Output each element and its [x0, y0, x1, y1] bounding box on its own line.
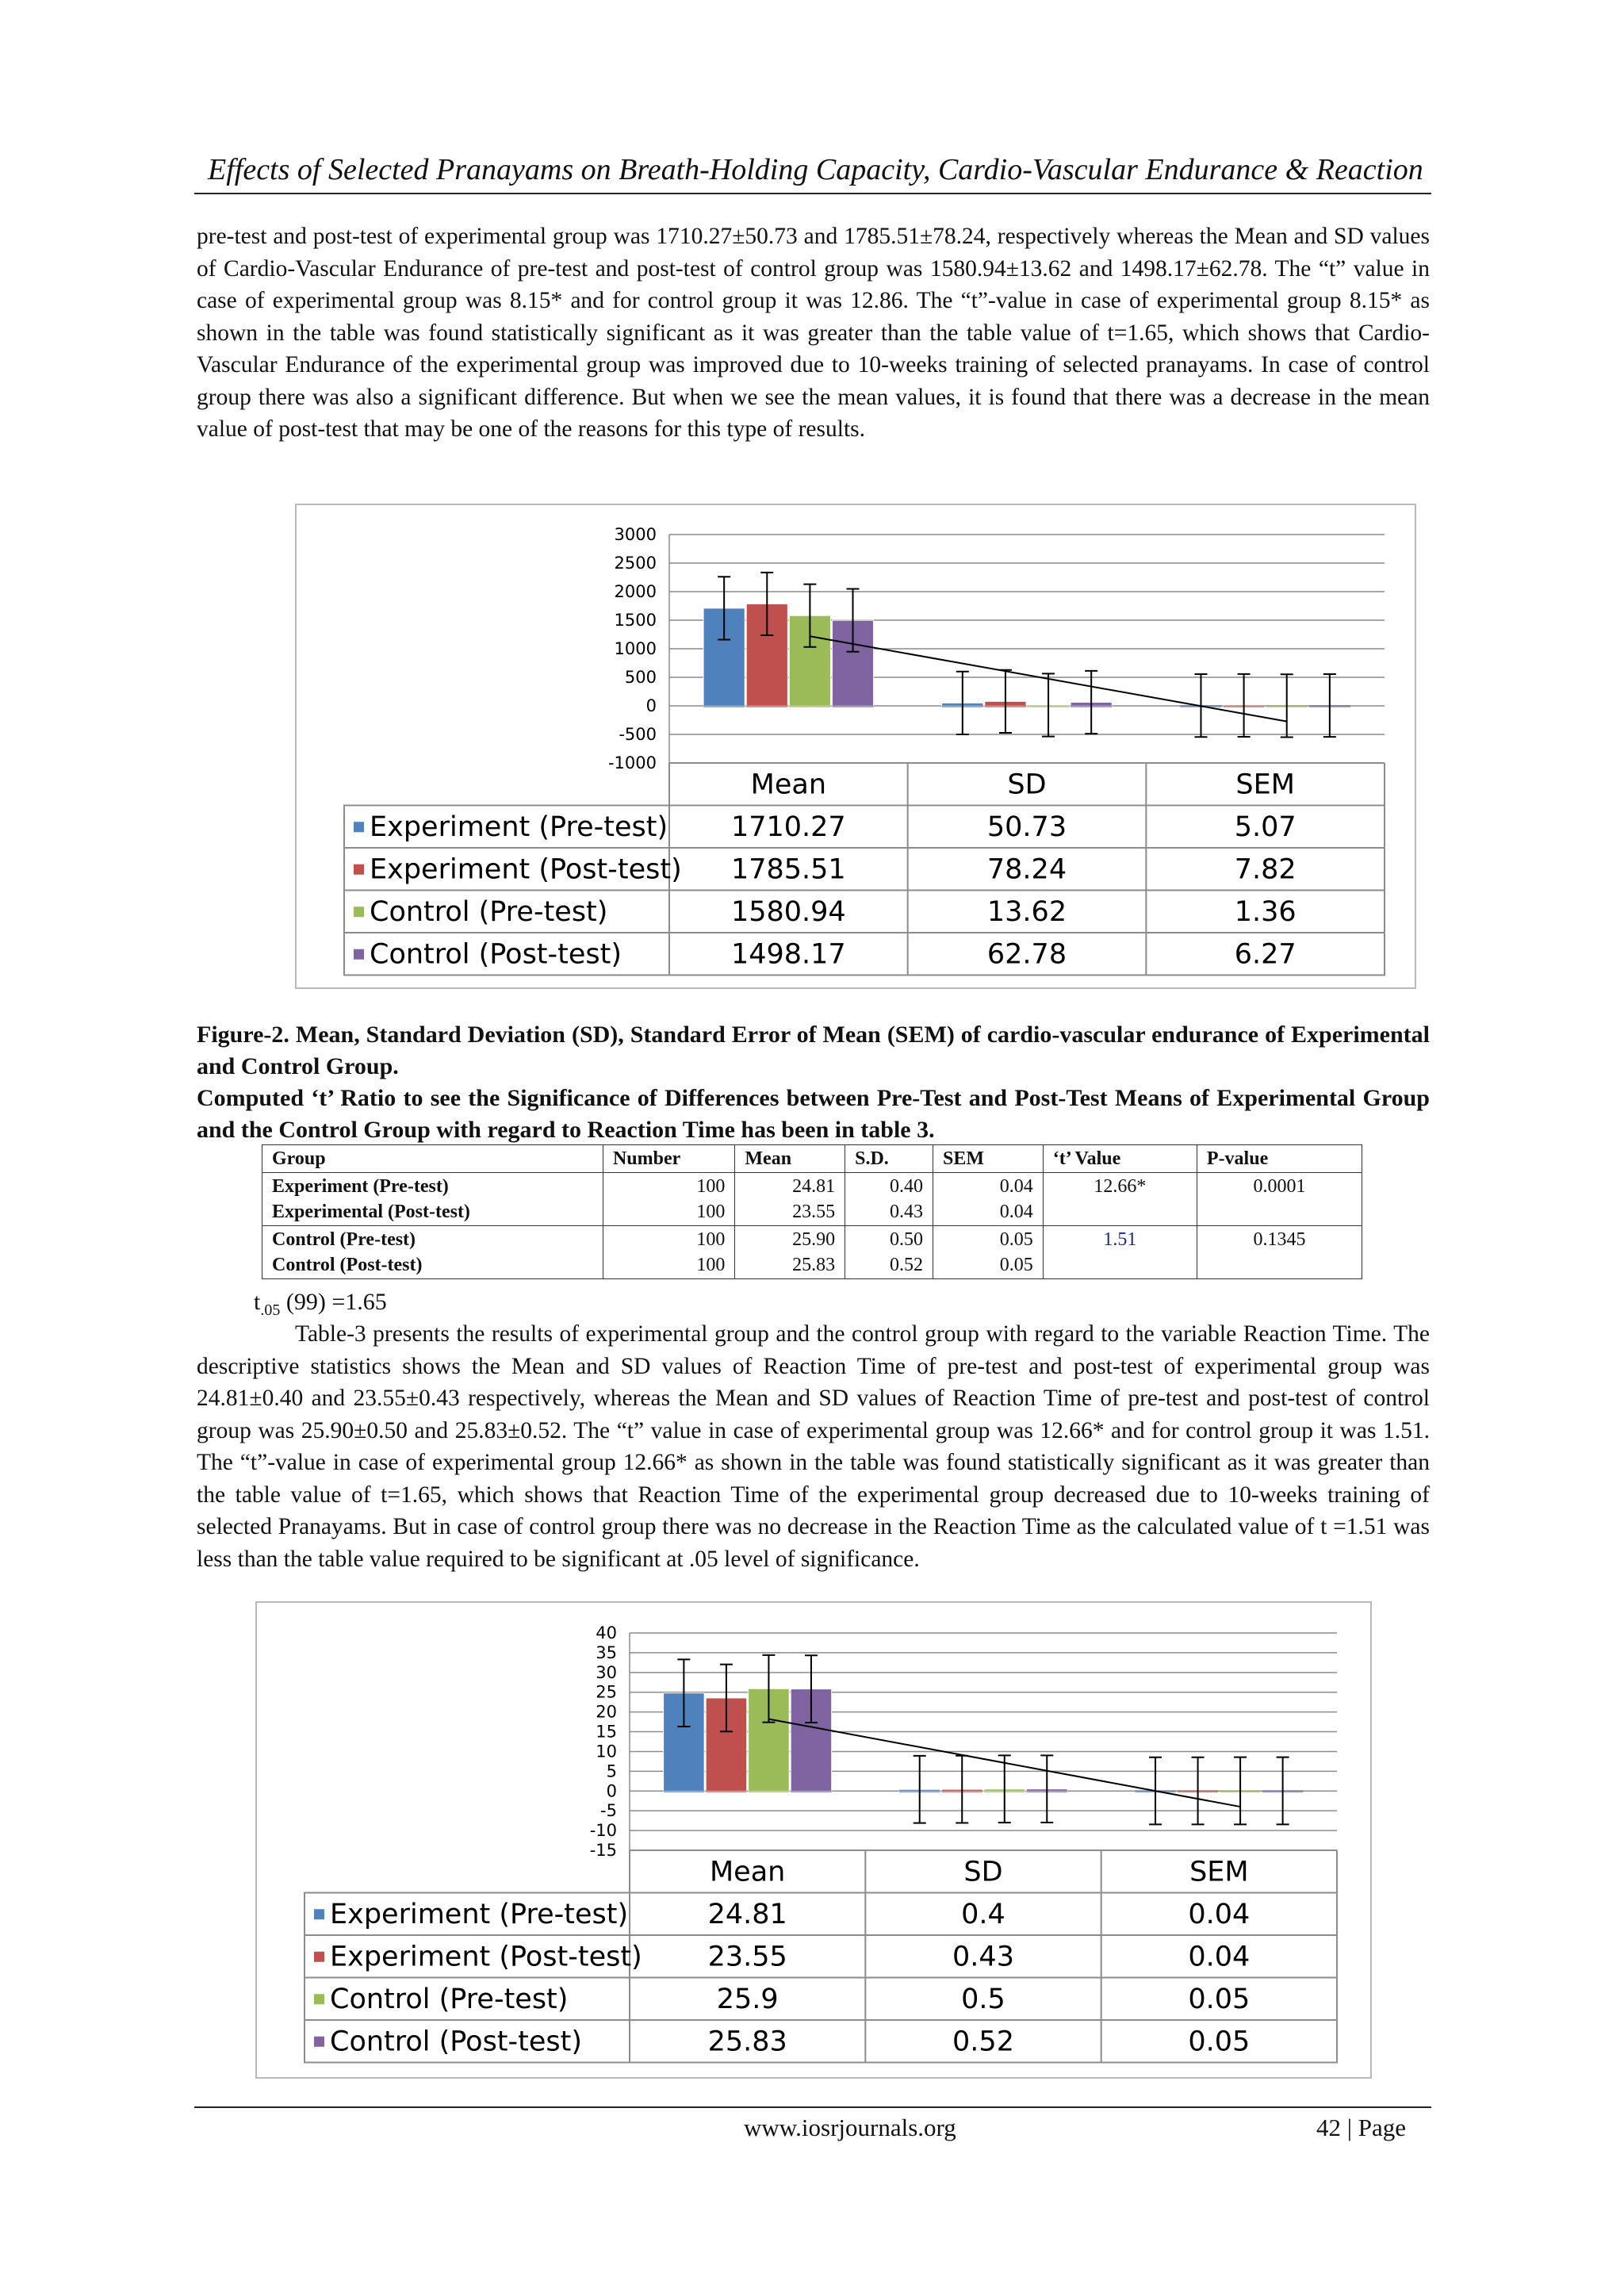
table-3 [262, 1144, 1362, 1279]
figure-2-chart-area [295, 504, 1416, 989]
data-label: 1.36 [1234, 896, 1297, 929]
col-header-mean: Mean [735, 1145, 845, 1173]
y-tick-label: -15 [589, 1841, 617, 1860]
y-tick-label: 30 [596, 1662, 617, 1682]
y-tick-label: -5 [600, 1801, 617, 1821]
y-tick-label: 2500 [614, 554, 657, 573]
data-label: 0.43 [952, 1941, 1014, 1973]
legend-key [314, 1952, 324, 1962]
category-label: Mean [709, 1856, 786, 1888]
category-label: SD [1007, 769, 1047, 801]
category-label: SEM [1189, 1856, 1249, 1888]
running-title: Effects of Selected Pranayams on Breath-Holding Capacity, Cardio-Vascular Endurance & Reaction [208, 153, 1423, 186]
data-label: 7.82 [1234, 853, 1297, 886]
y-tick-label: 0 [606, 1781, 617, 1801]
figure-3-chart-area [255, 1601, 1372, 2079]
figure-2-chart [297, 505, 1415, 987]
legend-key [314, 1994, 324, 2004]
value: 23.55 [792, 1202, 836, 1222]
table-header-row [262, 1145, 1362, 1173]
value: 100 [696, 1176, 726, 1197]
t-critical-text: (99) =1.65 [280, 1289, 387, 1315]
category-label: SEM [1235, 769, 1295, 801]
legend-key [314, 1909, 324, 1919]
cell-p-value: 0.0001 [1197, 1173, 1362, 1226]
value: 0.05 [999, 1229, 1033, 1250]
figure-3-chart [257, 1603, 1370, 2077]
t-symbol: t [254, 1289, 261, 1315]
footer-rule [194, 2106, 1431, 2108]
legend-key [354, 864, 364, 875]
data-label: 23.55 [707, 1941, 787, 1973]
bar-baseline [664, 1790, 705, 1792]
data-label: 78.24 [986, 853, 1067, 886]
value: 0.50 [890, 1229, 924, 1250]
paragraph-text: Table-3 presents the results of experimental group and the control group with regard to the variable Reaction Time. The descriptive statistics shows the Mean and SD values of Reaction Time of pre-test and post-test of experimental group was 24.81±0.40 and 23.55±0.43 respectively, whereas the Mean and SD values of Reaction Time of pre-test and post-test of control group was 25.90±0.50 and 25.83±0.52. The “t” value in case of experimental group was 12.66* and for control group it was 1.51. The “t”-value in case of experimental group 12.66* as shown in the table was found statistically significant as it was greater than the table value of t=1.65, which shows that Reaction Time of the experimental group decreased due to 10-weeks training of selected Pranayams. But in case of control group there was no decrease in the Reaction Time as the calculated value of t =1.51 was less than the table value required to be significant at .05 level of significance. [197, 1321, 1430, 1572]
data-label: 1580.94 [730, 896, 846, 929]
figure-2-caption [197, 1019, 1430, 1146]
category-label: Mean [750, 769, 827, 801]
body-paragraph-2 [197, 1318, 1430, 1575]
bar-baseline [746, 705, 787, 707]
y-tick-label: 15 [596, 1722, 617, 1742]
cell-sem [933, 1173, 1044, 1226]
data-label: 25.9 [716, 1984, 779, 2016]
legend-key [314, 2037, 324, 2047]
legend-entry: Experiment (Pre-test) [330, 1899, 629, 1931]
cell-groups [262, 1226, 603, 1279]
cell-t-value: 1.51 [1043, 1226, 1197, 1279]
legend-key [354, 822, 364, 832]
cell-number [603, 1226, 734, 1279]
paragraph-text: pre-test and post-test of experimental group was 1710.27±50.73 and 1785.51±78.24, respectively whereas the Mean and SD values of Cardio-Vascular Endurance of pre-test and post-test of control group was 1580.94±13.62 and 1498.17±62.78. The “t” value in case of experimental group was 8.15* and for control group it was 12.86. The “t”-value in case of experimental group 8.15* as shown in the table was found statistically significant as it was greater than the table value of t=1.65, which shows that Cardio-Vascular Endurance of the experimental group was improved due to 10-weeks training of selected pranayams. In case of control group there was also a significant difference. But when we see the mean values, it is found that there was a decrease in the mean value of post-test that may be one of the reasons for this type of results. [197, 224, 1430, 442]
data-label: 0.52 [952, 2026, 1014, 2058]
data-label: 0.04 [1188, 1899, 1251, 1931]
cell-sd [845, 1173, 933, 1226]
data-label: 5.07 [1234, 811, 1297, 844]
value: 25.83 [792, 1255, 836, 1275]
col-header-t-value: ‘t’ Value [1043, 1145, 1197, 1173]
cell-groups [262, 1173, 603, 1226]
data-label: 25.83 [707, 2026, 787, 2058]
group-label: Experiment (Pre-test) [272, 1176, 449, 1197]
y-tick-label: -1000 [607, 753, 657, 772]
legend-entry: Experiment (Pre-test) [370, 811, 668, 844]
header-rule [194, 193, 1431, 194]
data-label: 1710.27 [730, 811, 846, 844]
value: 100 [696, 1229, 726, 1250]
bar-baseline [749, 1790, 790, 1792]
figure-caption-text: Figure-2. Mean, Standard Deviation (SD), Standard Error of Mean (SEM) of cardio-vascular endurance of Experimental and Control Group. [197, 1022, 1430, 1079]
table-intro-text: Computed ‘t’ Ratio to see the Significance of Differences between Pre-Test and Post-Test Means of Experimental Group and the Control Group with regard to Reaction Time has been in table 3. [197, 1085, 1430, 1143]
cell-mean [735, 1173, 845, 1226]
y-tick-label: 1500 [614, 611, 657, 630]
data-label: 62.78 [986, 938, 1067, 971]
footer-page-number: 42 | Page [1316, 2114, 1406, 2141]
cell-mean [735, 1226, 845, 1279]
group-label: Control (Pre-test) [272, 1229, 416, 1250]
legend-entry: Control (Post-test) [370, 938, 622, 971]
col-header-group: Group [262, 1145, 603, 1173]
y-tick-label: 20 [596, 1702, 617, 1722]
y-tick-label: 3000 [614, 525, 657, 544]
group-label: Control (Post-test) [272, 1255, 423, 1275]
data-label: 13.62 [986, 896, 1067, 929]
data-label: 1785.51 [730, 853, 846, 886]
data-label: 0.05 [1188, 1984, 1251, 2016]
data-label: 1498.17 [730, 938, 846, 971]
value: 25.90 [792, 1229, 836, 1250]
cell-t-value: 12.66* [1043, 1173, 1197, 1226]
category-label: SD [963, 1856, 1003, 1888]
value: 100 [696, 1202, 726, 1222]
cell-sd [845, 1226, 933, 1279]
group-label: Experimental (Post-test) [272, 1202, 470, 1222]
y-tick-label: 1000 [614, 639, 657, 658]
data-label: 6.27 [1234, 938, 1297, 971]
col-header-sem: SEM [933, 1145, 1044, 1173]
y-tick-label: 10 [596, 1742, 617, 1761]
data-label: 0.05 [1188, 2026, 1251, 2058]
legend-entry: Control (Pre-test) [370, 896, 608, 929]
t-subscript: .05 [260, 1301, 281, 1319]
legend-key [354, 949, 364, 960]
value: 0.04 [999, 1202, 1033, 1222]
bar-baseline [706, 1790, 747, 1792]
value: 0.04 [999, 1176, 1033, 1197]
table-row-experimental [262, 1173, 1362, 1226]
cell-p-value: 0.1345 [1197, 1226, 1362, 1279]
legend-entry: Experiment (Post-test) [330, 1941, 642, 1973]
bar-baseline [832, 705, 873, 707]
col-header-p-value: P-value [1197, 1145, 1362, 1173]
legend-entry: Control (Pre-test) [330, 1984, 569, 2016]
bar-baseline [703, 705, 745, 707]
data-label: 0.04 [1188, 1941, 1251, 1973]
legend-entry: Experiment (Post-test) [370, 853, 682, 886]
table-row-control [262, 1226, 1362, 1279]
value: 0.43 [890, 1202, 924, 1222]
value: 0.52 [890, 1255, 924, 1275]
data-label: 0.5 [961, 1984, 1005, 2016]
data-label: 50.73 [986, 811, 1067, 844]
y-tick-label: 5 [606, 1761, 617, 1781]
legend-key [354, 907, 364, 917]
cell-sem [933, 1226, 1044, 1279]
y-tick-label: 25 [596, 1682, 617, 1702]
data-label: 0.4 [961, 1899, 1005, 1931]
bar-baseline [789, 705, 830, 707]
y-tick-label: 500 [624, 668, 657, 687]
y-tick-label: 40 [596, 1623, 617, 1642]
data-label: 24.81 [707, 1899, 787, 1931]
y-tick-label: 35 [596, 1642, 617, 1662]
value: 0.40 [890, 1176, 924, 1197]
y-tick-label: 2000 [614, 582, 657, 601]
value: 100 [696, 1255, 726, 1275]
legend-entry: Control (Post-test) [330, 2026, 583, 2058]
y-tick-label: -10 [589, 1821, 617, 1841]
y-tick-label: 0 [645, 696, 657, 715]
footer-url: www.iosrjournals.org [744, 2114, 956, 2141]
value: 24.81 [792, 1176, 836, 1197]
value: 0.05 [999, 1255, 1033, 1275]
bar-baseline [791, 1790, 832, 1792]
y-tick-label: -500 [619, 725, 657, 744]
cell-number [603, 1173, 734, 1226]
body-paragraph-1 [197, 220, 1430, 446]
col-header-number: Number [603, 1145, 734, 1173]
critical-t-note [254, 1289, 387, 1320]
col-header-sd: S.D. [845, 1145, 933, 1173]
